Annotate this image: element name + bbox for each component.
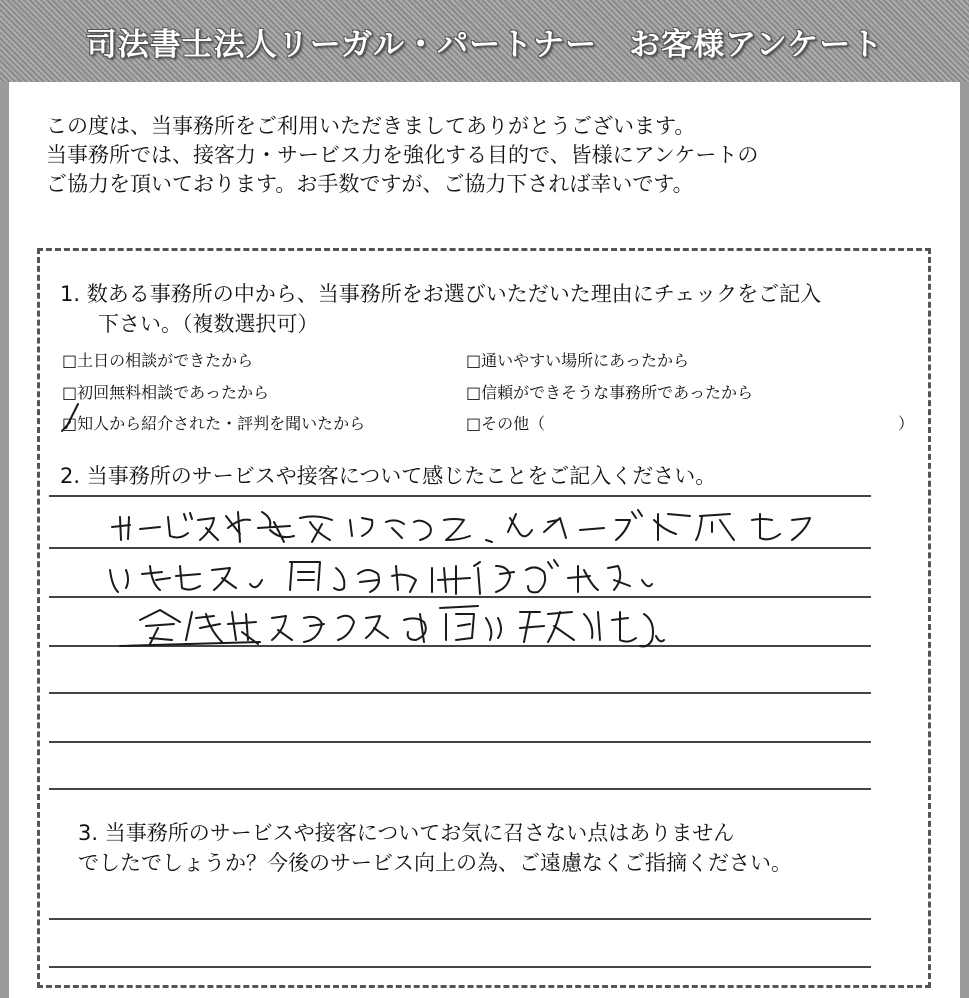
question-2-title: 2. 当事務所のサービスや接客について感じたことをご記入ください。: [60, 464, 717, 488]
option-other[interactable]: □その他（: [466, 414, 546, 433]
option-trustworthy-office[interactable]: □信頼ができそうな事務所であったから: [466, 383, 753, 402]
answer-line: [49, 741, 871, 743]
option-referral-reputation[interactable]: □知人から紹介された・評判を聞いたから: [62, 414, 366, 433]
answer-line: [49, 692, 871, 694]
answer-line: [49, 918, 871, 920]
option-free-first-consultation[interactable]: □初回無料相談であったから: [62, 383, 269, 402]
question-1-title: 1. 数ある事務所の中から、当事務所をお選びいただいた理由にチェックをご記入: [60, 282, 822, 306]
intro-line: 当事務所では、接客力・サービス力を強化する目的で、皆様にアンケートの: [46, 143, 759, 167]
page-title: 司法書士法人リーガル・パートナー お客様アンケート: [85, 26, 884, 63]
intro-paragraph: [46, 112, 926, 199]
option-weekend-consultation[interactable]: □土日の相談ができたから: [62, 351, 254, 370]
question-3-line-1: 3. 当事務所のサービスや接客についてお気に召さない点はありません: [78, 821, 735, 845]
answer-line: [49, 788, 871, 790]
answer-line: [49, 966, 871, 968]
intro-line: ご協力を頂いております。お手数ですが、ご協力下されば幸いです。: [46, 172, 694, 196]
answer-line: [49, 495, 871, 497]
question-3-line-2: でしたでしょうか？今後のサービス向上の為、ご遠慮なくご指摘ください。: [78, 851, 792, 875]
title-banner: [0, 0, 969, 82]
intro-line: この度は、当事務所をご利用いただきましてありがとうございます。: [46, 114, 696, 138]
option-other-close-paren: ）: [898, 414, 915, 433]
option-convenient-location[interactable]: □通いやすい場所にあったから: [466, 351, 689, 370]
question-1-subtitle: 下さい。（複数選択可）: [98, 312, 319, 336]
